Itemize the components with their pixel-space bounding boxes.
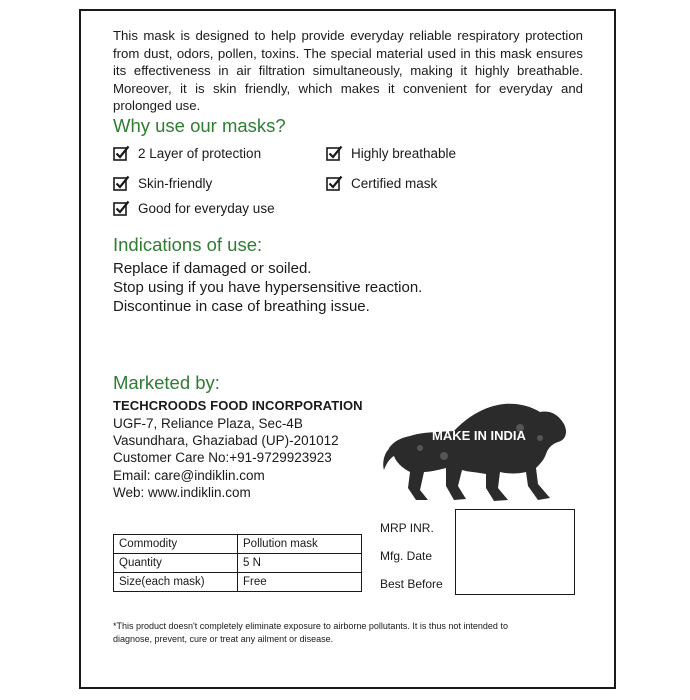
company-name: TECHCROODS FOOD INCORPORATION bbox=[113, 398, 363, 413]
feature-item bbox=[113, 145, 261, 161]
indications-heading: Indications of use: bbox=[113, 234, 263, 255]
lion-icon bbox=[383, 404, 566, 501]
web-line: Web: www.indiklin.com bbox=[113, 484, 251, 500]
feature-item bbox=[113, 175, 212, 191]
indication-line: Replace if damaged or soiled. bbox=[113, 260, 312, 277]
indications-list bbox=[113, 259, 422, 316]
checkbox-check-icon bbox=[113, 175, 130, 191]
spec-label: Size(each mask) bbox=[114, 573, 238, 592]
email-line: Email: care@indiklin.com bbox=[113, 467, 265, 483]
address-line: Vasundhara, Ghaziabad (UP)-201012 bbox=[113, 433, 339, 449]
table-row bbox=[114, 535, 362, 554]
indication-line: Discontinue in case of breathing issue. bbox=[113, 298, 370, 315]
checkbox-check-icon bbox=[113, 145, 130, 161]
customer-care-line: Customer Care No:+91-9729923923 bbox=[113, 450, 332, 466]
feature-item bbox=[326, 175, 437, 191]
address-block bbox=[113, 415, 339, 501]
disclaimer-text: *This product doesn't completely eliminate exposure to airborne pollutants. It is thus not intended to diagnose, prevent, cure or treat any ailment or disease. bbox=[113, 621, 508, 644]
table-row bbox=[114, 573, 362, 592]
indication-line: Stop using if you have hypersensitive reaction. bbox=[113, 279, 423, 296]
spec-value: Free bbox=[238, 573, 362, 592]
best-before-label: Best Before bbox=[380, 577, 443, 591]
feature-label: Highly breathable bbox=[351, 145, 457, 161]
mfg-date-label: Mfg. Date bbox=[380, 549, 433, 563]
spec-label: Quantity bbox=[114, 554, 238, 573]
spec-value: 5 N bbox=[238, 554, 362, 573]
spec-label: Commodity bbox=[114, 535, 238, 554]
why-heading: Why use our masks? bbox=[113, 115, 286, 136]
checkbox-check-icon bbox=[113, 200, 130, 216]
make-in-india-logo bbox=[380, 398, 570, 506]
price-date-box bbox=[455, 509, 575, 595]
spec-table bbox=[113, 534, 362, 592]
feature-label: Certified mask bbox=[351, 175, 438, 191]
table-row bbox=[114, 554, 362, 573]
marketed-heading: Marketed by: bbox=[113, 372, 220, 393]
feature-item bbox=[113, 200, 275, 216]
feature-label: Good for everyday use bbox=[138, 200, 275, 216]
logo-text: MAKE IN INDIA bbox=[432, 428, 526, 443]
feature-item bbox=[326, 145, 456, 161]
feature-label: 2 Layer of protection bbox=[138, 145, 262, 161]
checkbox-check-icon bbox=[326, 145, 343, 161]
feature-label: Skin-friendly bbox=[138, 175, 213, 191]
spec-value: Pollution mask bbox=[238, 535, 362, 554]
mrp-label: MRP INR. bbox=[380, 521, 434, 535]
intro-paragraph: This mask is designed to help provide everyday reliable respiratory protection from dust, odors, pollen, toxins. The special material used in this mask ensures its effectiveness in air filtration simultaneously, making it highly breathable. Moreover, it is skin friendly, which makes it convenient for everyday and prolonged use. bbox=[113, 28, 583, 113]
address-line: UGF-7, Reliance Plaza, Sec-4B bbox=[113, 416, 303, 431]
checkbox-check-icon bbox=[326, 175, 343, 191]
